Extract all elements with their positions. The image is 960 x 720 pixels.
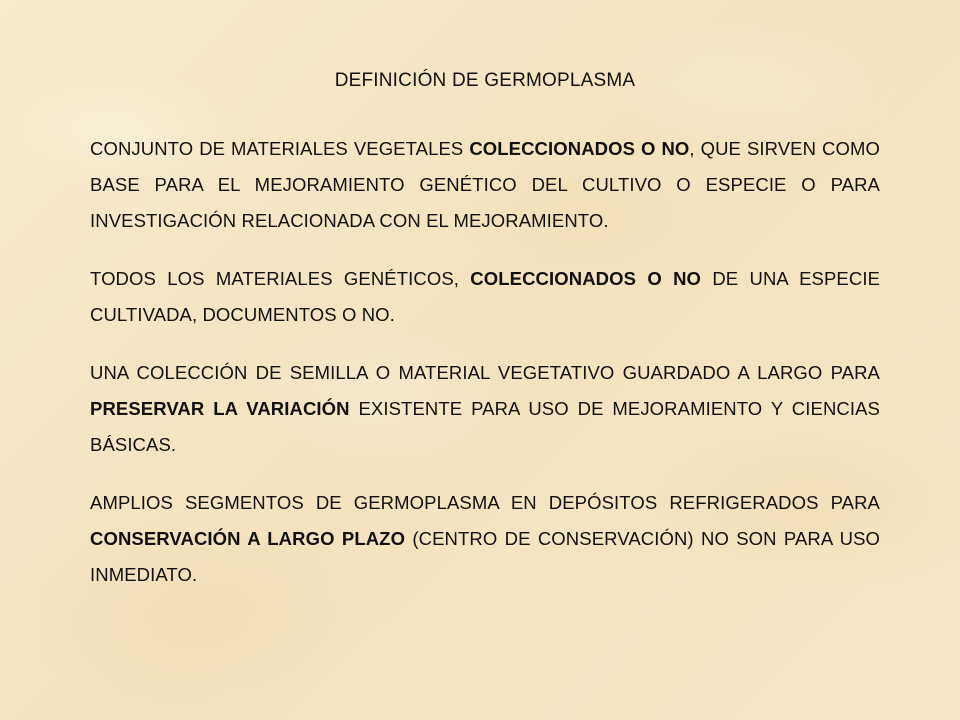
paragraph-3-highlight: PRESERVAR LA VARIACIÓN	[90, 397, 350, 419]
paragraph-2-highlight: COLECCIONADOS O NO	[470, 267, 702, 289]
definition-paragraph-2	[90, 261, 880, 333]
slide-content	[90, 70, 880, 615]
paragraph-4-highlight: CONSERVACIÓN A LARGO PLAZO	[90, 527, 406, 549]
paragraph-4-text: AMPLIOS SEGMENTOS DE GERMOPLASMA EN DEPÓSITOS REFRIGERADOS PARA	[90, 491, 880, 513]
slide-title: DEFINICIÓN DE GERMOPLASMA	[334, 70, 636, 91]
paragraph-2-text: TODOS LOS MATERIALES GENÉTICOS,	[90, 267, 471, 289]
definition-paragraph-4	[90, 485, 880, 593]
paragraph-1-highlight: COLECCIONADOS O NO	[469, 137, 690, 159]
definition-paragraph-1	[90, 131, 880, 239]
paragraph-1-text: CONJUNTO DE MATERIALES VEGETALES	[90, 137, 470, 159]
paragraph-1-text-end: , QUE SIRVEN COMO BASE PARA EL MEJORAMIENTO GENÉTICO DEL CULTIVO O ESPECIE O PARA INVESTIGACIÓN RELACIONADA CON EL MEJORAMIENTO.	[90, 137, 880, 231]
paragraph-2-text-end: DE UNA ESPECIE CULTIVADA, DOCUMENTOS O NO.	[90, 267, 881, 325]
paragraph-3-text: UNA COLECCIÓN DE SEMILLA O MATERIAL VEGETATIVO GUARDADO A LARGO PARA	[90, 361, 880, 383]
paragraph-3-text-end: EXISTENTE PARA USO DE MEJORAMIENTO Y CIENCIAS BÁSICAS.	[90, 397, 880, 455]
paragraph-4-text-end: (CENTRO DE CONSERVACIÓN) NO SON PARA USO INMEDIATO.	[90, 527, 880, 585]
definition-paragraph-3	[90, 355, 880, 463]
